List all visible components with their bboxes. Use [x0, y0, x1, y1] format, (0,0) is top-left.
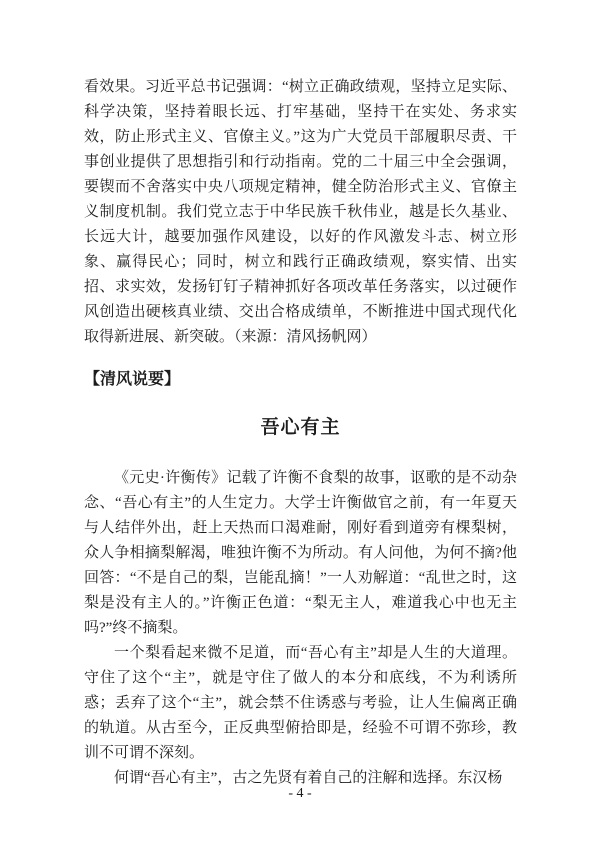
- section-heading: 【清风说要】: [84, 371, 181, 388]
- article-title: 吾心有主: [260, 417, 341, 438]
- body-text: [84, 75, 517, 791]
- paragraph: 《元史·许衡传》记载了许衡不食梨的故事，讴歌的是不动杂念、“吾心有主”的人生定力。大学士许衡做官之前，有一年夏天与人结伴外出，赶上天热而口渴难耐，刚好看到道旁有棵梨树，众人争相摘梨解渴，唯独许衡不为所动。有人问他，为何不摘?他回答：“不是自己的梨，岂能乱摘！”一人劝解道：“乱世之时，这梨是没有主人的。”许衡正色道：“梨无主人，难道我心中也无主吗?”终不摘梨。: [84, 470, 517, 636]
- paragraph: 看效果。习近平总书记强调：“树立正确政绩观，坚持立足实际、科学决策，坚持着眼长远、打牢基础，坚持干在实处、务求实效，防止形式主义、官僚主义。”这为广大党员干部履职尽责、干事创业提供了思想指引和行动指南。党的二十届三中全会强调，要锲而不舍落实中央八项规定精神，健全防治形式主义、官僚主义制度机制。我们党立志于中华民族千秋伟业，越是长久基业、长远大计，越要加强作风建设，以好的作风激发斗志、树立形象、赢得民心；同时，树立和践行正确政绩观，察实情、出实招、求实效，发扬钉钉子精神抓好各项改革任务落实，以过硬作风创造出硬核真业绩、交出合格成绩单，不断推进中国式现代化取得新进展、新突破。（来源：清风扬帆网）: [84, 79, 517, 345]
- page-number: - 4 -: [288, 786, 312, 801]
- paragraph: 一个梨看起来微不足道，而“吾心有主”却是人生的大道理。守住了这个“主”，就是守住了做人的本分和底线，不为利诱所惑；丢弃了这个“主”，就会禁不住诱惑与考验，让人生偏离正确的轨道。从古至今，正反典型俯拾即是，经验不可谓不弥珍，教训不可谓不深刻。: [84, 645, 517, 761]
- paragraph: 何谓“吾心有主”，古之先贤有着自己的注解和选择。东汉杨: [114, 770, 503, 786]
